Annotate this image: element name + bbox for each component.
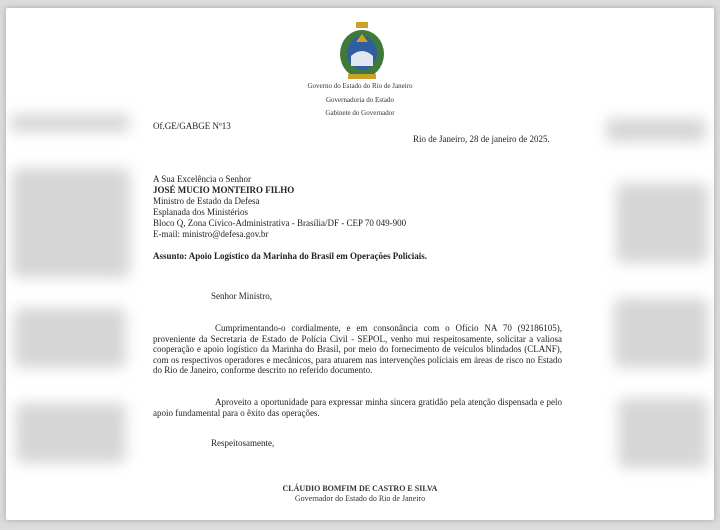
left-blur-block <box>12 168 130 278</box>
body-paragraph-1: Cumprimentando-o cordialmente, e em consonância com o Ofício NA 70 (92186105), proveniente da Secretaria de Estado de Polícia Civil - SEPOL, venho mui respeitosamente, solicitar a valiosa cooperação e apoio logístico da Marinha do Brasil, por meio do fornecimento de veículos blindados (CLANF), com os respectivos operadores e mecânicos, para atuarem nas intervenções policiais em áreas de risco no Estado do Rio de Janeiro, conforme descrito no referido documento. <box>153 323 562 375</box>
recipient-role: Ministro de Estado da Defesa <box>153 196 260 206</box>
left-blur-low <box>16 403 126 463</box>
right-blur-block <box>616 183 708 263</box>
letter-subject: Assunto: Apoio Logístico da Marinha do Brasil em Operações Policiais. <box>153 251 428 261</box>
place-date: Rio de Janeiro, 28 de janeiro de 2025. <box>413 134 550 144</box>
recipient-address1: Esplanada dos Ministérios <box>153 207 248 217</box>
recipient-salutation-line: A Sua Excelência o Senhor <box>153 174 251 184</box>
header-line-government: Governo do Estado do Rio de Janeiro <box>307 82 413 90</box>
recipient-email: E-mail: ministro@defesa.gov.br <box>153 229 269 239</box>
left-blur-mid <box>14 308 126 368</box>
letter-closing: Respeitosamente, <box>211 438 275 448</box>
state-coat-of-arms-icon <box>334 20 390 82</box>
letter-greeting: Senhor Ministro, <box>211 291 273 301</box>
right-blur-top <box>606 118 706 142</box>
signature-title: Governador do Estado do Rio de Janeiro <box>294 494 426 503</box>
right-blur-low <box>618 398 708 468</box>
signature-name: CLÁUDIO BOMFIM DE CASTRO E SILVA <box>282 484 438 493</box>
letter-reference: Of.GE/GABGE Nº13 <box>153 121 231 131</box>
recipient-address2: Bloco Q, Zona Cívico-Administrativa - Brasília/DF - CEP 70 049-900 <box>153 218 407 228</box>
header-line-gabinete: Gabinete do Governador <box>325 109 395 117</box>
header-line-governadoria: Governadoria do Estado <box>325 96 395 104</box>
right-blur-mid <box>614 298 708 368</box>
body-paragraph-2: Aproveito a oportunidade para expressar minha sincera gratidão pela atenção dispensada e pelo apoio fundamental para o êxito das operações. <box>153 397 562 418</box>
letter-page <box>6 8 714 520</box>
recipient-name: JOSÉ MUCIO MONTEIRO FILHO <box>153 185 295 195</box>
